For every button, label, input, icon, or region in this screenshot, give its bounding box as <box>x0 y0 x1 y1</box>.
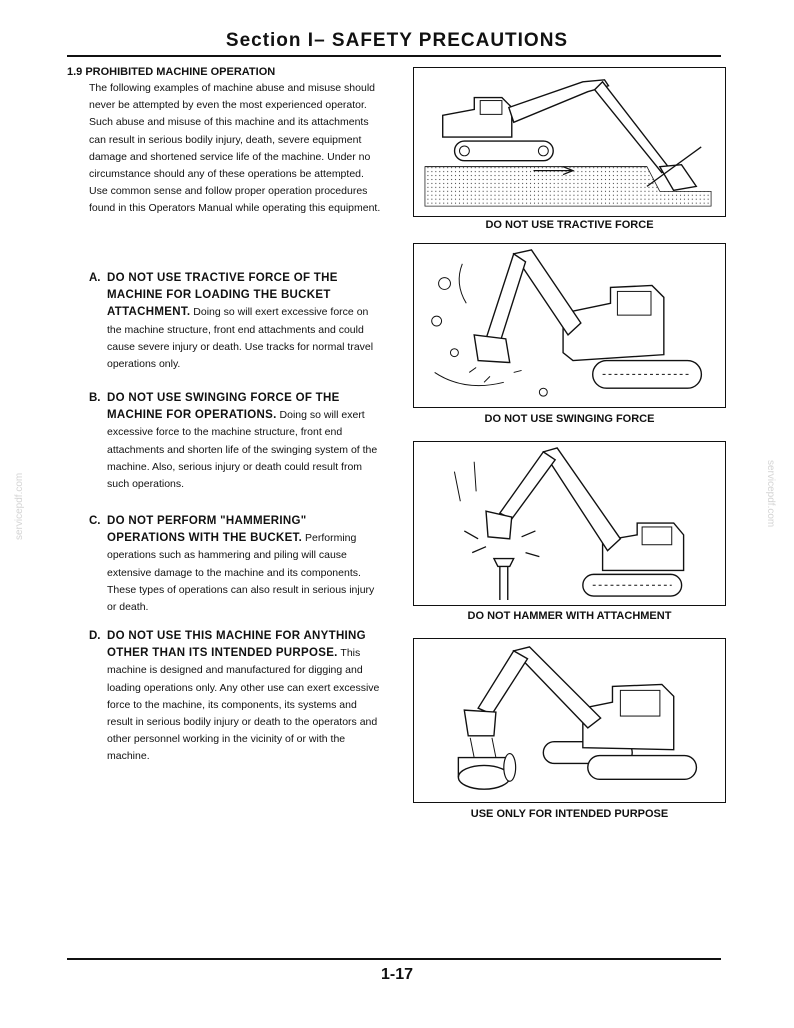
item-body <box>107 390 385 493</box>
item-letter: D. <box>89 630 101 642</box>
item-text: This machine is designed and manufactured for digging and loading operations only. Any other use can exert excessive force to the machine, its components, its systems and result in serious bodily injury or death to the operators and other personnel working in the vicinity of or with the machine. <box>107 647 380 763</box>
item-letter: C. <box>89 515 101 527</box>
item-text: Doing so will exert excessive force to the machine structure, front end attachments and shorten life of the swinging system of the machine. Also, serious injury or death could result from such operations. <box>107 409 378 491</box>
header-divider <box>67 55 721 57</box>
item-text: Doing so will exert excessive force on the machine structure, front end attachments and could cause severe injury or death. Use tracks for normal travel operations only. <box>107 306 374 371</box>
excavator-tractive-force-illustration <box>414 68 725 216</box>
item-letter: A. <box>89 272 101 284</box>
figure-swinging-force <box>413 243 726 408</box>
excavator-swinging-force-illustration <box>414 244 725 407</box>
excavator-hammering-illustration <box>414 442 725 605</box>
figure-intended-purpose <box>413 638 726 803</box>
figure-caption: DO NOT HAMMER WITH ATTACHMENT <box>467 610 672 622</box>
excavator-intended-purpose-illustration <box>414 639 725 802</box>
item-body <box>107 270 385 373</box>
item-bold-text: DO NOT USE TRACTIVE FORCE OF THE MACHINE FOR LOADING THE BUCKET ATTACHMENT. <box>107 272 338 319</box>
prohibition-item-c <box>67 513 385 616</box>
item-bold-text: DO NOT USE SWINGING FORCE OF THE MACHINE FOR OPERATIONS. <box>107 392 340 422</box>
intro-paragraph: The following examples of machine abuse and misuse should never be attempted by even the most experienced operator. Such abuse and misuse of this machine and its attachments can result in serious bodily injury, death, severe equipment damage and shortened service life of the machine. Under no circumstance should any of these operations be attempted. Use common sense and follow proper operation procedures found in this Operators Manual while operating this equipment. <box>89 82 381 215</box>
item-letter: B. <box>89 392 101 404</box>
watermark-right: servicepdf.com <box>765 460 776 528</box>
section-intro <box>67 66 385 218</box>
footer-divider <box>67 958 721 960</box>
figure-caption: DO NOT USE TRACTIVE FORCE <box>485 219 654 231</box>
prohibition-item-d <box>67 628 385 766</box>
prohibition-item-a <box>67 270 385 373</box>
item-body <box>107 628 385 766</box>
item-bold-text: DO NOT USE THIS MACHINE FOR ANYTHING OTHER THAN ITS INTENDED PURPOSE. <box>107 630 366 660</box>
figure-hammering <box>413 441 726 606</box>
page-number: 1-17 <box>380 966 414 983</box>
item-body <box>107 513 385 616</box>
figure-caption: DO NOT USE SWINGING FORCE <box>484 413 655 425</box>
prohibition-item-b <box>67 390 385 493</box>
figure-tractive-force <box>413 67 726 217</box>
section-heading: 1.9 PROHIBITED MACHINE OPERATION <box>67 66 276 78</box>
item-text: Performing operations such as hammering and piling will cause extensive damage to the machine and its components. These types of operations can also result in serious injury or death. <box>107 532 375 614</box>
item-bold-text: DO NOT PERFORM "HAMMERING" OPERATIONS WITH THE BUCKET. <box>107 515 307 545</box>
figure-caption: USE ONLY FOR INTENDED PURPOSE <box>470 808 669 820</box>
page-title: Section I– SAFETY PRECAUTIONS <box>225 30 569 51</box>
watermark-left: servicepdf.com <box>14 472 25 540</box>
